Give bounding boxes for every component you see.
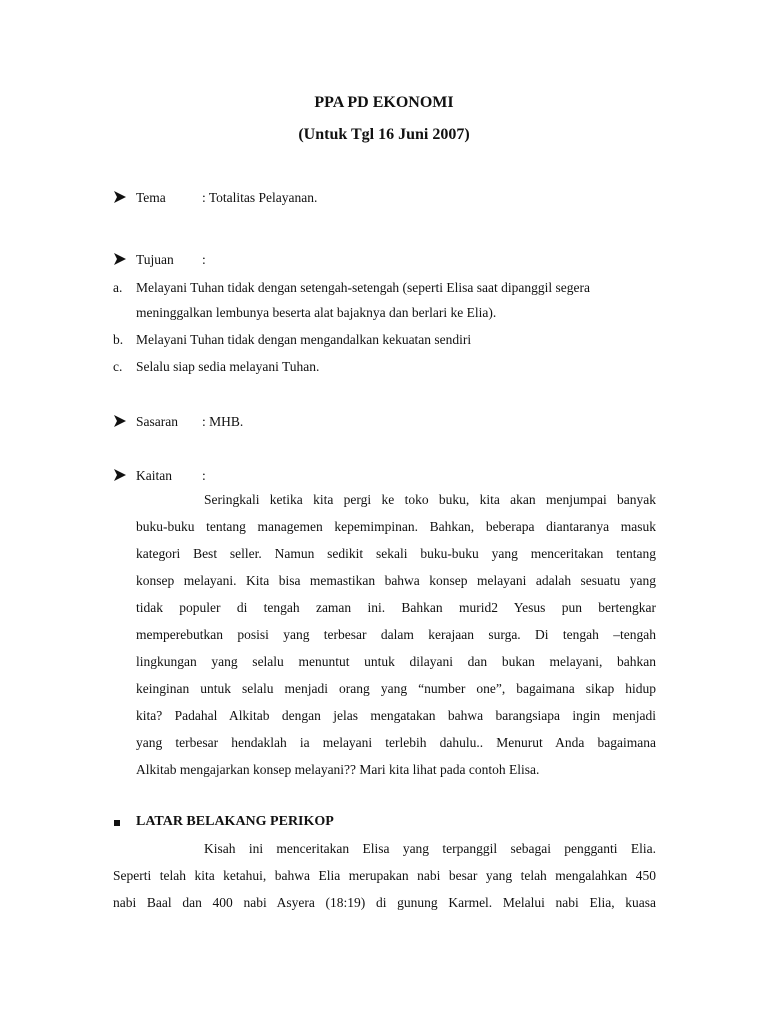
arrow-bullet-icon [113,468,127,482]
tujuan-item-a-line1: Melayani Tuhan tidak dengan setengah-setengah (seperti Elisa saat dipanggil segera [136,280,590,295]
tema-value: : Totalitas Pelayanan. [202,190,318,205]
kaitan-paragraph-line: tidak populer di tengah zaman ini. Bahkan murid2 Yesus pun bertengkar [136,600,656,615]
arrow-bullet-icon [113,252,127,266]
sasaran-label: Sasaran [136,414,178,429]
kaitan-paragraph-line: keinginan untuk selalu menjadi orang yang “number one”, bagaimana sikap hidup [136,681,656,696]
latar-paragraph-line: Kisah ini menceritakan Elisa yang terpanggil sebagai pengganti Elia. [204,841,656,856]
square-bullet-icon [114,820,120,826]
tujuan-label: Tujuan [136,252,174,267]
arrow-bullet-icon [113,414,127,428]
tujuan-item-c: Selalu siap sedia melayani Tuhan. [136,359,320,374]
latar-paragraph-line: Seperti telah kita ketahui, bahwa Elia merupakan nabi besar yang telah mengalahkan 450 [113,868,656,883]
kaitan-value: : [202,468,206,483]
tema-label: Tema [136,190,166,205]
list-marker-b: b. [113,332,124,347]
kaitan-paragraph-line: buku-buku tentang managemen kepemimpinan. Bahkan, beberapa diantaranya masuk [136,519,656,534]
kaitan-paragraph-line: memperebutkan posisi yang terbesar dalam kerajaan surga. Di tengah –tengah [136,627,656,642]
kaitan-paragraph-line: kita? Padahal Alkitab dengan jelas mengatakan bahwa barangsiapa ingin menjadi [136,708,656,723]
section-heading: LATAR BELAKANG PERIKOP [136,814,334,829]
document-subtitle: (Untuk Tgl 16 Juni 2007) [298,126,470,143]
document-title: PPA PD EKONOMI [314,94,454,111]
tujuan-item-b: Melayani Tuhan tidak dengan mengandalkan kekuatan sendiri [136,332,472,347]
tujuan-value: : [202,252,206,267]
kaitan-paragraph-line: yang terbesar hendaklah ia melayani terlebih dahulu.. Menurut Anda bagaimana [136,735,656,750]
list-marker-c: c. [113,359,123,374]
kaitan-paragraph-line: konsep melayani. Kita bisa memastikan bahwa konsep melayani adalah sesuatu yang [136,573,656,588]
kaitan-paragraph-line: Alkitab mengajarkan konsep melayani?? Mari kita lihat pada contoh Elisa. [136,762,540,777]
list-marker-a: a. [113,280,123,295]
tujuan-item-a-line2: meninggalkan lembunya beserta alat bajaknya dan berlari ke Elia). [136,305,497,320]
arrow-bullet-icon [113,190,127,204]
kaitan-paragraph-line: Seringkali ketika kita pergi ke toko buku, kita akan menjumpai banyak [204,492,656,507]
kaitan-paragraph-line: kategori Best seller. Namun sedikit sekali buku-buku yang menceritakan tentang [136,546,656,561]
kaitan-label: Kaitan [136,468,172,483]
kaitan-paragraph-line: lingkungan yang selalu menuntut untuk dilayani dan bukan melayani, bahkan [136,654,656,669]
latar-paragraph-line: nabi Baal dan 400 nabi Asyera (18:19) di gunung Karmel. Melalui nabi Elia, kuasa [113,895,656,910]
sasaran-value: : MHB. [202,414,244,429]
